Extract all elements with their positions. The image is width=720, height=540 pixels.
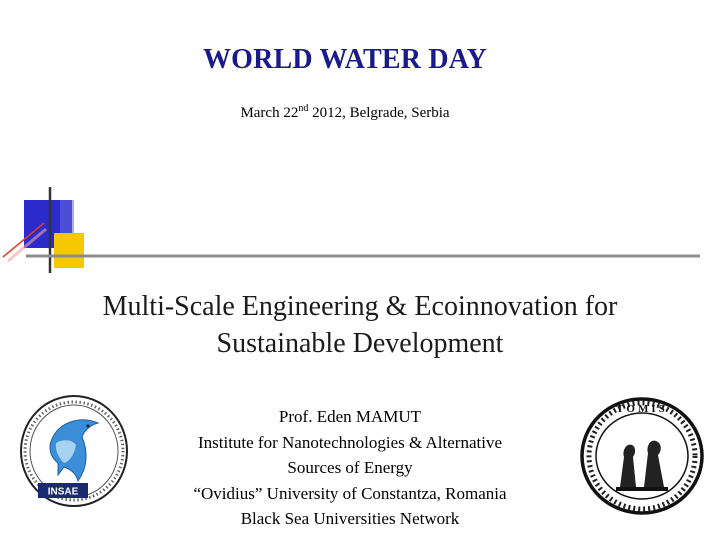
author-block: [150, 404, 550, 532]
presentation-title: [30, 288, 690, 362]
author-name: Prof. Eden MAMUT: [278, 407, 422, 426]
ovidius-university-logo: [578, 395, 706, 517]
date-ordinal: nd: [298, 103, 309, 114]
network: Black Sea Universities Network: [240, 509, 460, 528]
event-title: WORLD WATER DAY: [202, 44, 488, 75]
dolphin-eye: [86, 424, 89, 427]
date-rest: 2012, Belgrade, Serbia: [308, 105, 450, 121]
event-date: [0, 105, 690, 122]
insae-logo: [18, 393, 130, 511]
title-line-2: Sustainable Development: [216, 328, 504, 359]
seal-inner-ring: [596, 413, 688, 499]
date-prefix: March 22: [240, 105, 299, 121]
figure-base: [616, 487, 668, 491]
insae-badge-text: INSAE: [47, 486, 79, 498]
affiliation-line-2: Sources of Energy: [287, 458, 413, 477]
affiliation-line-1: Institute for Nanotechnologies & Alternative: [197, 432, 503, 452]
yellow-square: [54, 233, 84, 268]
decorative-squares-motif: [0, 185, 720, 275]
title-line-1: Multi-Scale Engineering & Ecoinnovation for: [102, 291, 618, 322]
university: “Ovidius” University of Constantza, Romania: [193, 483, 507, 503]
tomis-text: TOMIS: [616, 403, 668, 415]
